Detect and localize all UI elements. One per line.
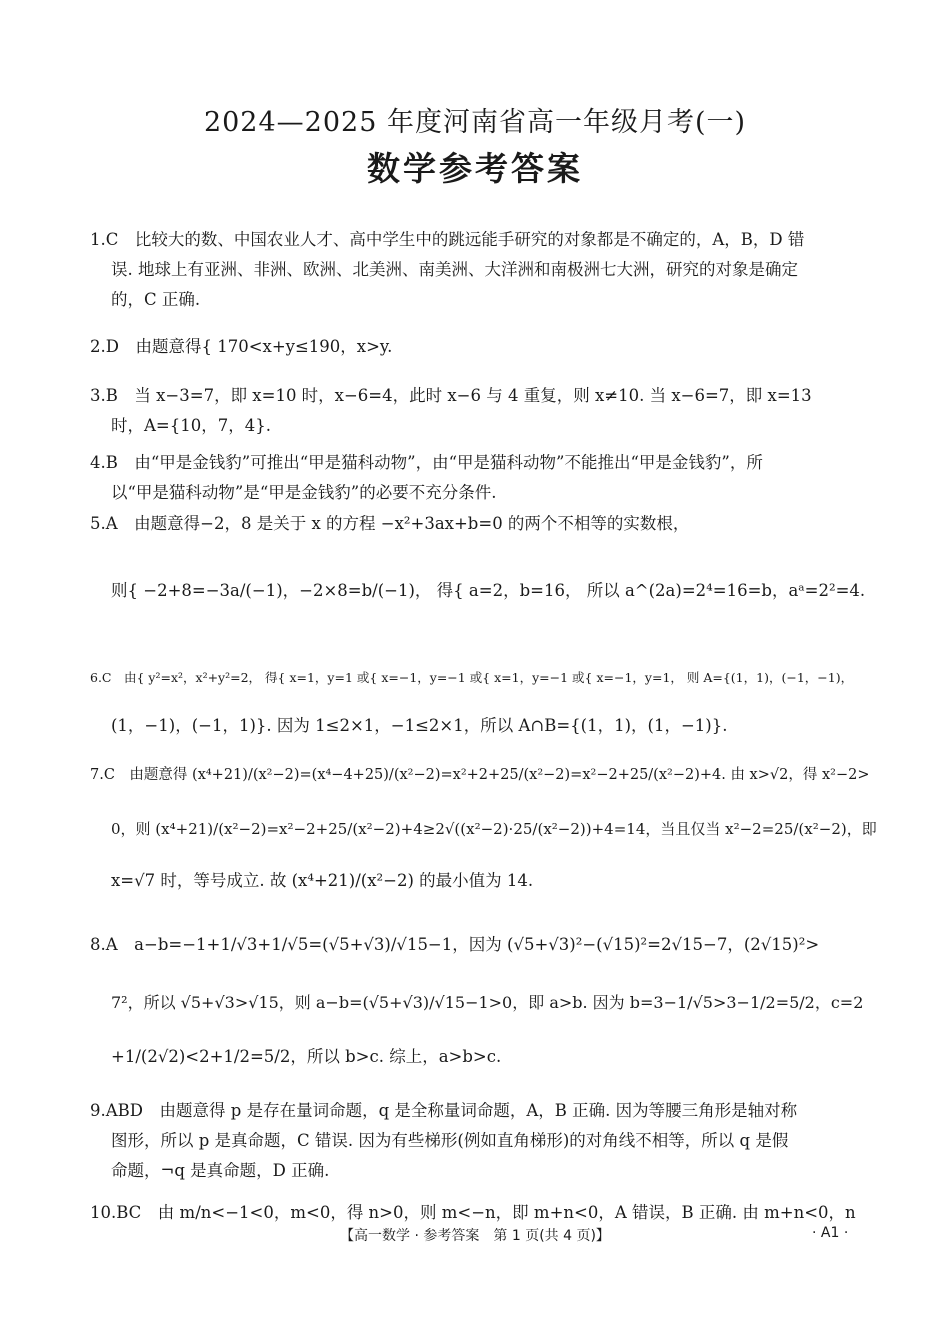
answer-line: 命题，¬q 是真命题，D 正确. [111, 1161, 330, 1180]
answer-line: 的，C 正确. [111, 290, 201, 309]
answer-line: 10.BC 由 m/n<−1<0，m<0，得 n>0，则 m<−n，即 m+n<0，A 错误，B 正确. 由 m+n<0，n [90, 1203, 856, 1222]
answer-line: 则{ −2+8=−3a/(−1)，−2×8=b/(−1)， 得{ a=2，b=16， 所以 a^(2a)=2⁴=16=b，aᵃ=2²=4. [111, 581, 866, 600]
answer-line: x=√7 时，等号成立. 故 (x⁴+21)/(x²−2) 的最小值为 14. [111, 871, 534, 890]
answer-line: 7.C 由题意得 (x⁴+21)/(x²−2)=(x⁴−4+25)/(x²−2)=x²+2+25/(x²−2)=x²−2+25/(x²−2)+4. 由 x>√2，得 x²−2> [90, 767, 870, 783]
answer-line: 图形，所以 p 是真命题，C 错误. 因为有些梯形(例如直角梯形)的对角线不相等，所以 q 是假 [111, 1131, 789, 1150]
page-code: · A1 · [812, 1225, 849, 1241]
answer-line: (1，−1)，(−1，1)}. 因为 1≤2×1，−1≤2×1，所以 A∩B={(1，1)，(1，−1)}. [111, 716, 728, 735]
answer-line: 8.A a−b=−1+1/√3+1/√5=(√5+√3)/√15−1，因为 (√5+√3)²−(√15)²=2√15−7，(2√15)²> [90, 935, 820, 954]
answer-line: 5.A 由题意得−2，8 是关于 x 的方程 −x²+3ax+b=0 的两个不相等的实数根， [90, 514, 690, 533]
answer-line: 7²，所以 √5+√3>√15，则 a−b=(√5+√3)/√15−1>0，即 a>b. 因为 b=3−1/√5>3−1/2=5/2，c=2 [111, 993, 864, 1012]
answer-line: 9.ABD 由题意得 p 是存在量词命题，q 是全称量词命题，A，B 正确. 因为等腰三角形是轴对称 [90, 1101, 798, 1120]
answer-line: 时，A={10，7，4}. [111, 416, 271, 435]
page-footer: 【高一数学 · 参考答案 第 1 页(共 4 页)】 [340, 1228, 610, 1244]
answer-line: 误. 地球上有亚洲、非洲、欧洲、北美洲、南美洲、大洋洲和南极洲七大洲，研究的对象是确定 [111, 260, 798, 279]
answer-line: 0，则 (x⁴+21)/(x²−2)=x²−2+25/(x²−2)+4≥2√((x²−2)·25/(x²−2))+4=14，当且仅当 x²−2=25/(x²−2)，即 [111, 820, 877, 838]
answer-line: 2.D 由题意得{ 170<x+y≤190，x>y. [90, 337, 393, 356]
answer-line: +1/(2√2)<2+1/2=5/2，所以 b>c. 综上，a>b>c. [111, 1047, 502, 1066]
title-line-1: 2024—2025 年度河南省高一年级月考(一) [203, 107, 747, 138]
answer-line: 4.B 由“甲是金钱豹”可推出“甲是猫科动物”，由“甲是猫科动物”不能推出“甲是金钱豹”，所 [90, 453, 763, 472]
answer-line: 6.C 由{ y²=x²，x²+y²=2， 得{ x=1，y=1 或{ x=−1，y=−1 或{ x=1，y=−1 或{ x=−1，y=1， 则 A={(1，1)，(−1，−1)， [90, 670, 854, 685]
answer-line: 以“甲是猫科动物”是“甲是金钱豹”的必要不充分条件. [111, 483, 497, 502]
title-line-2: 数学参考答案 [367, 149, 583, 188]
answer-line: 3.B 当 x−3=7，即 x=10 时，x−6=4，此时 x−6 与 4 重复，则 x≠10. 当 x−6=7，即 x=13 [90, 386, 812, 405]
answer-line: 1.C 比较大的数、中国农业人才、高中学生中的跳远能手研究的对象都是不确定的，A，B，D 错 [90, 230, 805, 249]
